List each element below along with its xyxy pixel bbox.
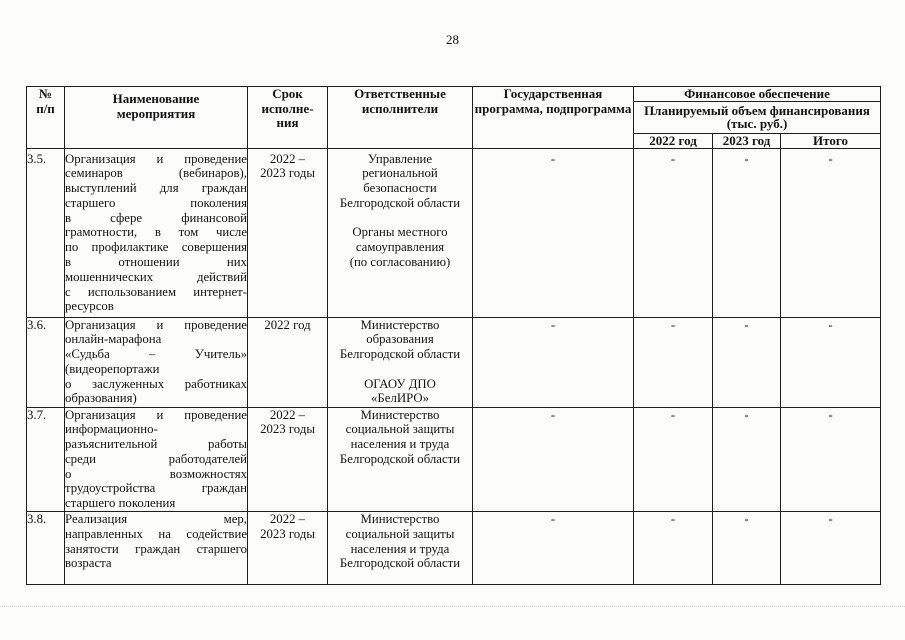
header-year-2022: 2022 год	[634, 133, 713, 148]
table-row	[27, 148, 881, 317]
activity-name-line: ресурсов	[65, 299, 114, 314]
activity-name-line: возраста	[65, 556, 112, 571]
activity-name-line: информационно-	[65, 422, 158, 437]
header-activity-name-line: Наименование	[112, 91, 200, 106]
responsible-group	[328, 408, 472, 467]
financing-total: -	[781, 148, 881, 317]
header-deadline-line: ния	[276, 115, 299, 130]
responsible-line: безопасности	[363, 181, 437, 196]
state-program: -	[473, 148, 634, 317]
financing-total: -	[781, 317, 881, 407]
responsible-group	[328, 377, 472, 407]
state-program: -	[473, 407, 634, 512]
header-activity-name-line: мероприятия	[116, 105, 196, 121]
row-number: 3.6.	[27, 317, 65, 407]
table-row	[27, 407, 881, 512]
responsible-line: Органы местного	[352, 225, 448, 240]
deadline-line: 2022 год	[264, 317, 311, 332]
deadline-line: 2023 годы	[260, 166, 315, 181]
header-planned-financing	[634, 101, 881, 133]
deadline	[248, 407, 328, 512]
responsible-line: Белгородской области	[339, 451, 461, 466]
deadline-line: 2022 –	[269, 407, 306, 422]
activity-name-line: Организация и проведение	[65, 317, 247, 332]
activity-name	[65, 317, 248, 407]
responsible-line: ОГАОУ ДПО	[364, 376, 436, 391]
activity-name-line: по профилактике совершения	[65, 240, 247, 255]
header-total: Итого	[781, 133, 881, 148]
responsible-line: самоуправления	[355, 240, 445, 255]
responsible-line: Министерство	[360, 317, 440, 332]
responsible-line: (по согласованию)	[349, 255, 451, 270]
responsible-line: социальной защиты	[345, 422, 455, 437]
activity-name-line: Организация и проведение	[65, 407, 247, 422]
responsible-executors	[328, 407, 473, 512]
row-number: 3.5.	[27, 148, 65, 317]
responsible-line: Белгородской области	[339, 195, 461, 210]
header-responsible	[328, 87, 473, 149]
header-year-2023: 2023 год	[713, 133, 781, 148]
responsible-line: образования	[366, 332, 434, 347]
activity-name-line: (видеорепортажи	[65, 361, 160, 376]
responsible-line: Управление	[367, 151, 433, 166]
header-state-program	[473, 87, 634, 149]
header-responsible-line: исполнители	[361, 100, 439, 116]
responsible-line: Белгородской области	[339, 347, 461, 362]
activity-name-line: в отношении них	[65, 255, 247, 270]
header-planned-financing-line: Планируемый объем финансирования	[644, 102, 870, 118]
header-number-line: п/п	[36, 100, 55, 116]
header-number-line: №	[38, 86, 53, 101]
table-row	[27, 512, 881, 585]
financing-total: -	[781, 512, 881, 585]
responsible-line: Министерство	[360, 512, 440, 527]
responsible-executors	[328, 512, 473, 585]
activity-name-line: о заслуженных работниках	[65, 376, 247, 391]
responsible-group	[328, 225, 472, 269]
responsible-group	[328, 152, 472, 211]
state-program: -	[473, 512, 634, 585]
financing-2023: -	[713, 317, 781, 407]
responsible-group	[328, 318, 472, 362]
activity-name-line: о возможностях	[65, 466, 247, 481]
activity-name-line: с использованием интернет-	[65, 284, 247, 299]
responsible-line: Белгородской области	[339, 556, 461, 571]
financing-2022: -	[634, 148, 713, 317]
header-responsible-line: Ответственные	[354, 86, 446, 101]
table-row	[27, 317, 881, 407]
activity-name-line: трудоустройства граждан	[65, 481, 247, 496]
header-deadline-line: исполне-	[261, 100, 314, 116]
activity-name-line: направленных на содействие	[65, 526, 247, 541]
deadline	[248, 148, 328, 317]
header-deadline-line: Срок	[272, 86, 303, 101]
activity-name	[65, 148, 248, 317]
responsible-executors	[328, 317, 473, 407]
deadline	[248, 317, 328, 407]
table-body	[27, 148, 881, 585]
activity-name-line: Реализация мер,	[65, 512, 247, 527]
activity-name-line: в сфере финансовой	[65, 210, 247, 225]
header-deadline	[248, 87, 328, 149]
responsible-executors	[328, 148, 473, 317]
deadline	[248, 512, 328, 585]
activity-name-line: старшего поколения	[65, 195, 247, 210]
header-planned-financing-unit: (тыс. руб.)	[726, 116, 788, 131]
responsible-line: населения и труда	[350, 541, 450, 556]
deadline-line: 2022 –	[269, 512, 306, 527]
activity-name-line: мошеннических действий	[65, 269, 247, 284]
activities-table	[26, 86, 881, 585]
activity-name-line: разъяснительной работы	[65, 437, 247, 452]
responsible-line: Министерство	[360, 407, 440, 422]
activity-name-line: старшего поколения	[65, 496, 176, 511]
activity-name-line: грамотности, в том числе	[65, 225, 247, 240]
activity-name-line: Организация и проведение	[65, 151, 247, 166]
responsible-line: «БелИРО»	[371, 391, 429, 406]
responsible-line: социальной защиты	[345, 526, 455, 541]
header-state-program-line: Государственная	[503, 86, 603, 101]
activity-name-line: выступлений для граждан	[65, 181, 247, 196]
activity-name	[65, 512, 248, 585]
deadline-line: 2023 годы	[260, 422, 315, 437]
financing-2023: -	[713, 512, 781, 585]
activity-name-line: среди работодателей	[65, 451, 247, 466]
page-number: 28	[446, 32, 459, 47]
header-financing: Финансовое обеспечение	[634, 87, 881, 102]
header-state-program-line: программа, подпрограмма	[474, 100, 632, 116]
financing-total: -	[781, 407, 881, 512]
deadline-line: 2022 –	[269, 151, 306, 166]
header-number	[27, 87, 65, 149]
activity-name-line: онлайн-марафона	[65, 332, 162, 347]
header-activity-name	[65, 87, 248, 149]
activity-name-line: образования)	[65, 391, 137, 406]
table-header	[27, 87, 881, 149]
financing-2023: -	[713, 148, 781, 317]
financing-2022: -	[634, 407, 713, 512]
financing-2022: -	[634, 317, 713, 407]
row-number: 3.8.	[27, 512, 65, 585]
activity-name-line: семинаров (вебинаров),	[65, 166, 247, 181]
responsible-line: населения и труда	[350, 437, 450, 452]
activity-name-line: «Судьба – Учитель»	[65, 347, 247, 362]
activity-name-line: занятости граждан старшего	[65, 541, 247, 556]
scan-edge-line	[0, 606, 905, 607]
responsible-group	[328, 512, 472, 571]
financing-2022: -	[634, 512, 713, 585]
state-program: -	[473, 317, 634, 407]
deadline-line: 2023 годы	[260, 526, 315, 541]
responsible-line: региональной	[362, 166, 438, 181]
activity-name	[65, 407, 248, 512]
financing-2023: -	[713, 407, 781, 512]
row-number: 3.7.	[27, 407, 65, 512]
